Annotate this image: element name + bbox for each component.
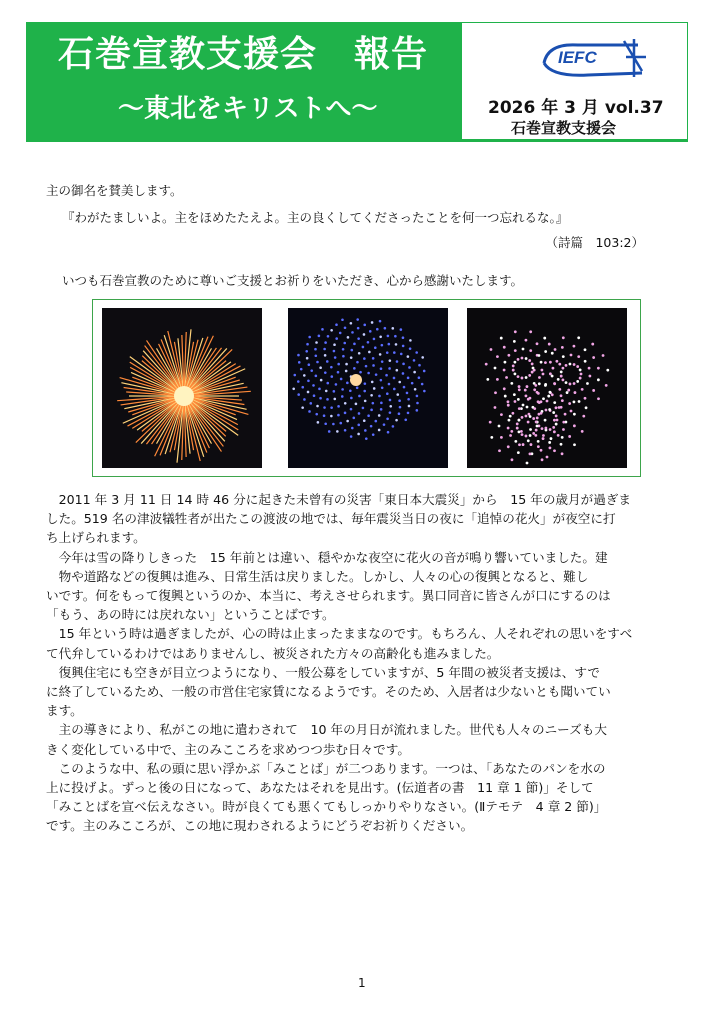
- article-line: 「もう、あの時には戻れない」ということばです。: [46, 607, 335, 623]
- article-line: 「みことばを宣べ伝えなさい。時が良くても悪くてもしっかりやりなさい。(Ⅱテモテ 4 章 2 節)」: [46, 799, 607, 815]
- scripture-verse: 『わがたましいよ。主をほめたたえよ。主の良くしてくださったことを何一つ忘れるな。』: [62, 210, 569, 225]
- article-line: した。519 名の津波犠牲者が出たこの渡波の地では、毎年震災当日の夜に「追悼の花火」が夜空に打: [46, 511, 616, 527]
- article-line: 上に投げよ。ずっと後の日になって、あなたはそれを見出す。(伝道者の書 11 章 1 節)」そして: [46, 780, 594, 795]
- article-line: 物や道路などの復興は進み、日常生活は戻りました。しかし、人々の心の復興となると、難し: [46, 568, 589, 584]
- firework-photo-blue: [288, 308, 448, 468]
- article-line: いです。何をもって復興というのか、本当に、考えさせられます。異口同音に皆さんが口にするのは: [46, 588, 611, 603]
- scripture-reference: （詩篇 103:2）: [545, 235, 644, 250]
- firework-blue-image: [288, 308, 448, 468]
- newsletter-title: 石巻宣教支援会 報告: [58, 34, 429, 75]
- article-line: 主の導きにより、私がこの地に遣わされて 10 年の月日が流れました。世代も人々のニーズも大: [46, 722, 607, 738]
- article-line: きく変化している中で、主のみこころを求めつつ歩む日々です。: [46, 741, 410, 757]
- organization-name: 石巻宣教支援会: [511, 119, 617, 137]
- firework-photo-orange: [102, 308, 262, 468]
- photo-frame: [92, 299, 641, 477]
- article-line: に終了しているため、一般の市営住宅家賃になるようです。そのため、入居者は少ないとも聞いてい: [46, 684, 611, 699]
- page-number: 1: [358, 976, 366, 990]
- issue-date: 2026 年 3 月 vol.37: [488, 98, 664, 118]
- article-line: ます。: [46, 703, 83, 719]
- firework-photo-pink: [467, 308, 627, 468]
- greeting: 主の御名を賛美します。: [46, 183, 183, 198]
- article-line: 2011 年 3 月 11 日 14 時 46 分に起きた未曾有の災害「東日本大震災」から 15 年の歳月が過ぎま: [46, 492, 631, 507]
- newsletter-subtitle: ～東北をキリストへ～: [118, 94, 378, 124]
- article-line: 復興住宅にも空きが目立つようになり、一般公募をしていますが、5 年間の被災者支援は、すで: [46, 664, 600, 680]
- article-line: 15 年という時は過ぎましたが、心の時は止まったままなのです。もちろん、人それぞれの思いをすべ: [46, 626, 633, 642]
- article-line: て代弁しているわけではありませんし、被災された方々の高齢化も進みました。: [46, 645, 500, 661]
- article-line: です。主のみこころが、この地に現わされるようにどうぞお祈りください。: [46, 818, 474, 834]
- article-line: 今年は雪の降りしきった 15 年前とは違い、穏やかな夜空に花火の音が鳴り響いていました。建: [46, 549, 608, 565]
- article-line: ち上げられます。: [46, 530, 146, 546]
- header-divider: [26, 140, 688, 142]
- thanks-text: いつも石巻宣教のために尊いご支援とお祈りをいただき、心から感謝いたします。: [62, 273, 524, 288]
- firework-pink-image: [467, 308, 627, 468]
- logo-text: IEFC: [558, 48, 597, 67]
- article-line: このような中、私の頭に思い浮かぶ「みことば」が二つあります。一つは、「あなたのパンを水の: [46, 760, 606, 776]
- header-banner: [26, 22, 462, 140]
- firework-orange-image: [102, 308, 262, 468]
